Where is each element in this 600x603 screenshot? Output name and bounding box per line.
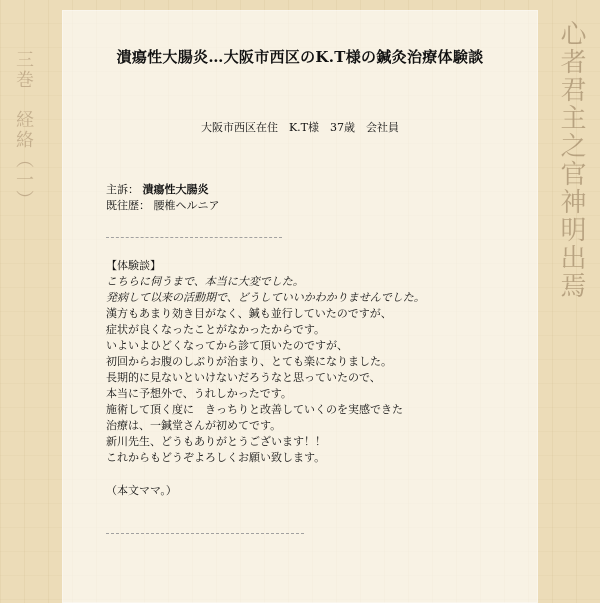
medical-history-row [106,198,220,214]
dashed-divider-top [106,237,282,238]
patient-info [106,182,220,214]
testimonial-line: 施術して頂く度に きっちりと改善していくのを実感できた [106,403,403,416]
chief-complaint-row [106,182,220,198]
testimonial-line: 本当に予想外で、うれしかったです。 [106,387,292,400]
testimonial-line: 治療は、一鍼堂さんが初めてです。 [106,419,282,432]
patient-subtitle: 大阪市西区在住 K.T様 37歳 会社員 [200,121,400,134]
original-text-note: （本文ママ。） [106,484,177,497]
background-right-vertical-text: 心者君主之官神明出焉 [556,20,586,300]
medical-history-value: 腰椎ヘルニア [153,199,220,212]
chief-complaint-label: 主訴： [106,183,139,196]
testimonial-body [106,258,506,466]
testimonial-line: 長期的に見ないといけないだろうなと思っていたので、 [106,371,381,384]
content-panel [62,10,538,603]
testimonial-line: 漢方もあまり効き目がなく、鍼も並行していたのですが、 [106,307,392,320]
testimonial-line: 新川先生、どうもありがとうございます！！ [106,435,326,448]
page-title: 潰瘍性大腸炎…大阪市西区のK.T様の鍼灸治療体験談 [116,48,484,66]
testimonial-line: 症状が良くなったことがなかったからです。 [106,323,326,336]
testimonial-line: 初回からお腹のしぶりが治まり、とても楽になりました。 [106,355,392,368]
testimonial-line: いよいよひどくなってから診て頂いたのですが、 [106,339,348,352]
testimonial-line: 発病して以来の活動期で、どうしていいかわかりませんでした。 [106,291,425,304]
medical-history-label: 既往歴： [106,199,150,212]
dashed-divider-bottom [106,533,304,534]
testimonial-line: これからもどうぞよろしくお願い致します。 [106,451,326,464]
testimonial-line: こちらに伺うまで、本当に大変でした。 [106,275,304,288]
chief-complaint-value: 潰瘍性大腸炎 [142,183,209,196]
background-left-vertical-text: 三巻 経絡（一） [13,50,34,210]
testimonial-heading: 【体験談】 [106,259,161,272]
